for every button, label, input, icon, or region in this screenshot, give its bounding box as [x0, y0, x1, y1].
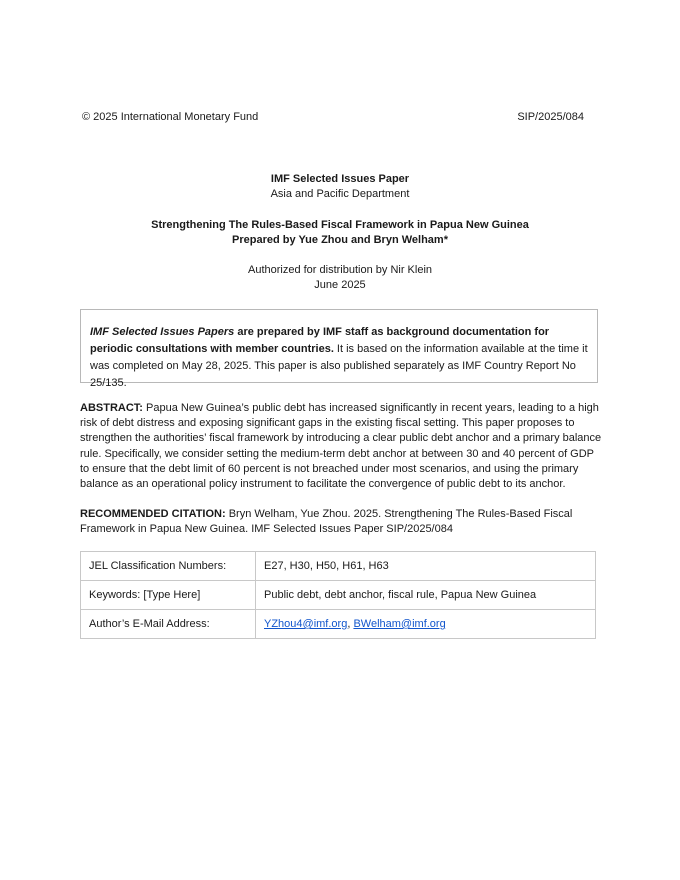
copyright-notice: © 2025 International Monetary Fund: [82, 111, 259, 123]
department: Asia and Pacific Department: [270, 188, 410, 200]
citation-label: RECOMMENDED CITATION:: [80, 508, 226, 520]
jel-label: JEL Classification Numbers:: [81, 552, 256, 581]
notice-text: It is based on the information available at the time it was completed on May 28, 2025. This paper is also published separately as IMF Country Report No 25/135.: [90, 343, 588, 389]
authorized-by: Authorized for distribution by Nir Klein: [247, 264, 433, 276]
email-label: Author’s E-Mail Address:: [81, 610, 256, 639]
keywords-value: Public debt, debt anchor, fiscal rule, Papua New Guinea: [256, 581, 596, 610]
jel-value: E27, H30, H50, H61, H63: [256, 552, 596, 581]
table-row: [81, 581, 596, 610]
notice-series-name: IMF Selected Issues Papers: [90, 326, 235, 338]
metadata-table: [80, 551, 596, 639]
series-title: IMF Selected Issues Paper: [270, 173, 410, 185]
abstract-paragraph: [80, 401, 602, 492]
email-value: [256, 610, 596, 639]
publication-date: June 2025: [314, 279, 366, 291]
citation-paragraph: [80, 507, 602, 537]
citation-text: Bryn Welham, Yue Zhou. 2025. Strengthening The Rules-Based Fiscal Framework in Papua New Guinea. IMF Selected Issues Paper SIP/2025/084: [80, 508, 573, 536]
paper-code: SIP/2025/084: [517, 111, 584, 123]
abstract-text: Papua New Guinea’s public debt has increased significantly in recent years, leading to a high risk of debt distress and exposing significant gaps in the existing fiscal setting. This paper proposes to strengthen the authorities’ fiscal framework by introducing a clear public debt anchor and a primary balance rule. Specifically, we consider setting the medium-term debt anchor at between 30 and 40 percent of GDP to ensure that the debt limit of 60 percent is not breached under most scenarios, and using the primary balance as an operational policy instrument to facilitate the convergence of public debt to its anchor.: [80, 402, 602, 491]
notice-bold-text: are prepared by IMF staff as background documentation for periodic consultations with member countries.: [90, 326, 550, 355]
email-link-zhou[interactable]: YZhou4@imf.org: [264, 618, 348, 630]
table-row: [81, 552, 596, 581]
keywords-label: Keywords: [Type Here]: [81, 581, 256, 610]
email-separator: ,: [347, 618, 354, 630]
abstract-label: ABSTRACT:: [80, 402, 143, 414]
email-link-welham[interactable]: BWelham@imf.org: [353, 618, 446, 630]
authors-line: Prepared by Yue Zhou and Bryn Welham*: [232, 234, 448, 246]
table-row: [81, 610, 596, 639]
paper-title: Strengthening The Rules-Based Fiscal Framework in Papua New Guinea: [151, 219, 529, 231]
disclaimer-box: [80, 309, 598, 389]
